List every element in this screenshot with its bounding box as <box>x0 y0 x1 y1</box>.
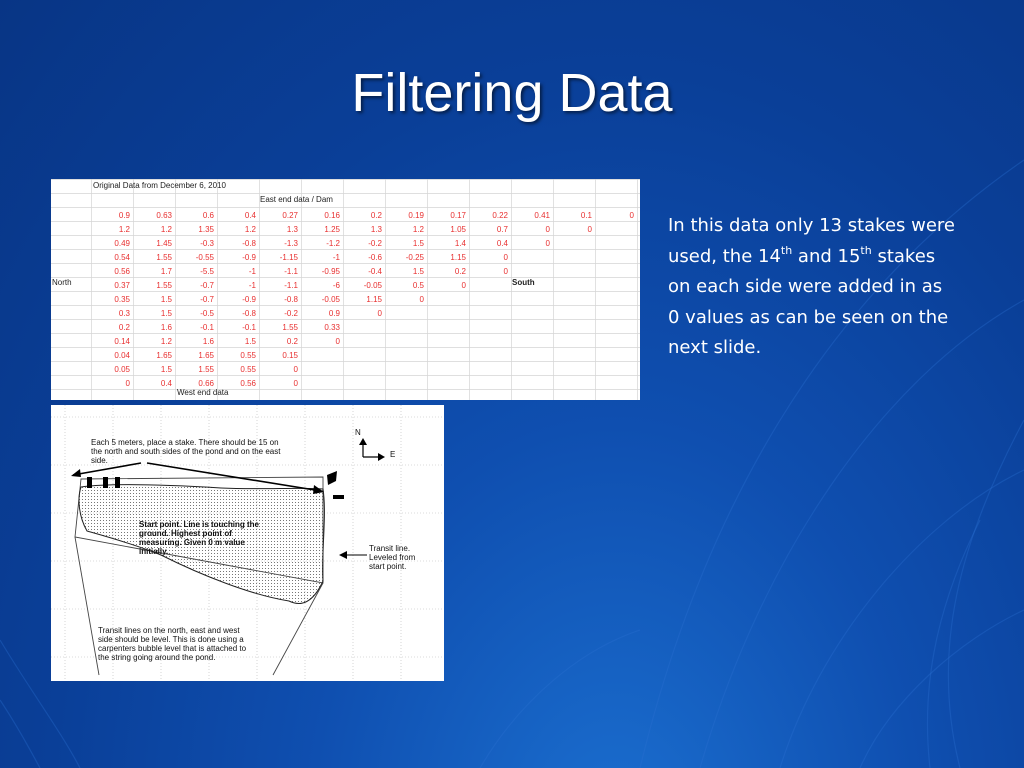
spreadsheet-title: Original Data from December 6, 2010 <box>93 181 226 190</box>
data-cell: 1.5 <box>160 295 172 304</box>
data-cell: 0.15 <box>282 351 298 360</box>
data-cell: 1.15 <box>366 295 382 304</box>
compass-icon <box>355 428 395 461</box>
data-cell: -0.6 <box>368 253 382 262</box>
north-label: North <box>52 278 72 287</box>
data-cell: 0.6 <box>202 211 214 220</box>
data-cell: 0 <box>503 253 508 262</box>
data-cell: 1.05 <box>450 225 466 234</box>
data-cell: 0 <box>587 225 592 234</box>
data-cell: 1.4 <box>454 239 466 248</box>
data-cell: 1.55 <box>198 365 214 374</box>
data-cell: 0 <box>545 225 550 234</box>
data-cell: 0.14 <box>114 337 130 346</box>
east-end-label: East end data / Dam <box>260 195 333 204</box>
superscript-th: th <box>860 243 872 257</box>
data-cell: 0.49 <box>114 239 130 248</box>
data-cell: 0.05 <box>114 365 130 374</box>
body-text-part: stakes on each side were added in as 0 values as can be seen on the next slide. <box>668 245 949 358</box>
data-cell: -1.2 <box>326 239 340 248</box>
level-note-line: Transit lines on the north, east and west <box>98 626 240 635</box>
start-note-line: initially. <box>139 547 169 556</box>
data-cell: 1.55 <box>282 323 298 332</box>
data-cell: -0.2 <box>284 309 298 318</box>
data-cell: 0 <box>461 281 466 290</box>
stake-marker <box>115 477 120 488</box>
data-cell: -0.05 <box>321 295 340 304</box>
data-cell: 0.55 <box>240 351 256 360</box>
data-cell: -0.55 <box>195 253 214 262</box>
data-cell: -0.1 <box>200 323 214 332</box>
data-cell: -0.3 <box>200 239 214 248</box>
data-cell: 0 <box>545 239 550 248</box>
data-cell: -0.7 <box>200 295 214 304</box>
data-cell: 0.5 <box>412 281 424 290</box>
data-cell: 0.27 <box>282 211 298 220</box>
data-cell: 0.54 <box>114 253 130 262</box>
spreadsheet-image <box>51 179 640 400</box>
data-cell: 0.2 <box>286 337 298 346</box>
compass-north-label: N <box>355 428 361 437</box>
data-cell: 0.2 <box>118 323 130 332</box>
data-cell: 1.15 <box>450 253 466 262</box>
data-cell: 1.2 <box>160 225 172 234</box>
data-cell: -0.4 <box>368 267 382 276</box>
pond-diagram-svg <box>51 405 444 681</box>
level-note-line: carpenters bubble level that is attached to <box>98 644 247 653</box>
transit-note-line: Leveled from <box>369 553 416 562</box>
data-cell: 1.5 <box>160 365 172 374</box>
data-cell: 0.56 <box>240 379 256 388</box>
data-cell: -1 <box>332 253 340 262</box>
data-cell: 0 <box>293 379 298 388</box>
data-cell: 1.55 <box>156 281 172 290</box>
data-cell: -0.9 <box>242 295 256 304</box>
data-cell: -0.9 <box>242 253 256 262</box>
data-cell: 1.2 <box>244 225 256 234</box>
data-cell: 0.9 <box>328 309 340 318</box>
slide-body-text <box>668 211 958 364</box>
stake-marker-east <box>327 471 337 485</box>
data-cell: 1.25 <box>324 225 340 234</box>
data-cell: -1.15 <box>279 253 298 262</box>
data-cell: -1 <box>248 281 256 290</box>
spreadsheet-grid <box>51 179 640 400</box>
data-cell: -1 <box>248 267 256 276</box>
stake-marker-east <box>333 495 344 499</box>
data-cell: 1.2 <box>160 337 172 346</box>
data-cell: 1.35 <box>198 225 214 234</box>
data-cell: 0 <box>629 211 634 220</box>
data-cell: 0 <box>293 365 298 374</box>
data-cell: 0.35 <box>114 295 130 304</box>
stakes-note-line: the north and south sides of the pond and on the east <box>91 447 281 456</box>
stake-marker <box>103 477 108 488</box>
body-text-part: and 15 <box>792 245 861 267</box>
data-cell: -0.2 <box>368 239 382 248</box>
south-label: South <box>512 278 535 287</box>
data-cell: 0.16 <box>324 211 340 220</box>
data-cell: 1.55 <box>156 253 172 262</box>
data-cell: 0.4 <box>244 211 256 220</box>
data-cell: 0.63 <box>156 211 172 220</box>
data-cell: 0.22 <box>492 211 508 220</box>
start-note-line: ground. Highest point of <box>139 529 232 538</box>
data-cell: 1.65 <box>198 351 214 360</box>
data-cell: -5.5 <box>200 267 214 276</box>
data-cell: 0.19 <box>408 211 424 220</box>
data-cell: 1.3 <box>370 225 382 234</box>
data-cell: -0.95 <box>321 267 340 276</box>
data-cell: 0 <box>377 309 382 318</box>
data-cell: 1.2 <box>118 225 130 234</box>
data-cell: 0 <box>125 379 130 388</box>
level-note-line: side should be level. This is done using a <box>98 635 244 644</box>
transit-note-line: start point. <box>369 562 407 571</box>
data-cell: -0.7 <box>200 281 214 290</box>
pond-diagram <box>51 405 444 681</box>
data-cell: 1.65 <box>156 351 172 360</box>
west-end-label: West end data <box>177 388 229 397</box>
data-cell: 0.3 <box>118 309 130 318</box>
data-cell: -0.25 <box>405 253 424 262</box>
data-cell: -6 <box>332 281 340 290</box>
data-cell: 1.45 <box>156 239 172 248</box>
start-note-line: measuring. Given 0 m value <box>139 538 245 547</box>
slide-title: Filtering Data <box>351 63 673 123</box>
stakes-note-line: side. <box>91 456 108 465</box>
transit-line <box>75 537 99 675</box>
data-cell: 1.7 <box>160 267 172 276</box>
data-cell: 0.37 <box>114 281 130 290</box>
data-cell: -0.1 <box>242 323 256 332</box>
data-cell: 0.66 <box>198 379 214 388</box>
data-cell: -1.1 <box>284 267 298 276</box>
data-cell: 0.1 <box>580 211 592 220</box>
body-text-part: In this data only 13 stakes were used, the 14 <box>668 215 955 267</box>
data-cell: 0.2 <box>370 211 382 220</box>
data-cell: 0.55 <box>240 365 256 374</box>
data-cell: -0.8 <box>242 239 256 248</box>
data-cell: 1.5 <box>412 239 424 248</box>
data-cell: 1.5 <box>160 309 172 318</box>
data-cell: 0.17 <box>450 211 466 220</box>
start-note-line: Start point. Line is touching the <box>139 520 259 529</box>
data-cell: 1.5 <box>244 337 256 346</box>
transit-note-line: Transit line. <box>369 544 411 553</box>
data-cell: -0.8 <box>284 295 298 304</box>
data-cell: 1.2 <box>412 225 424 234</box>
data-cell: 0.04 <box>114 351 130 360</box>
data-cell: -1.1 <box>284 281 298 290</box>
data-cell: -0.8 <box>242 309 256 318</box>
data-cell: 0.56 <box>114 267 130 276</box>
stakes-note-line: Each 5 meters, place a stake. There should be 15 on <box>91 438 279 447</box>
data-cell: 0.7 <box>496 225 508 234</box>
level-note-line: the string going around the pond. <box>98 653 216 662</box>
data-cell: 0.4 <box>160 379 172 388</box>
data-cell: 0.41 <box>534 211 550 220</box>
stake-marker <box>87 477 92 488</box>
data-cell: 0 <box>419 295 424 304</box>
data-cell: 1.6 <box>202 337 214 346</box>
data-cell: 0.2 <box>454 267 466 276</box>
data-cell: 0 <box>335 337 340 346</box>
superscript-th: th <box>780 243 793 257</box>
data-cell: 0.4 <box>496 239 508 248</box>
compass-east-label: E <box>390 450 396 459</box>
data-cell: -1.3 <box>284 239 298 248</box>
data-cell: -0.05 <box>363 281 382 290</box>
data-cell: 1.6 <box>160 323 172 332</box>
data-cell: 0 <box>503 267 508 276</box>
data-cell: 1.5 <box>412 267 424 276</box>
data-cell: 0.33 <box>324 323 340 332</box>
data-cell: 1.3 <box>286 225 298 234</box>
data-cell: 0.9 <box>118 211 130 220</box>
data-cell: -0.5 <box>200 309 214 318</box>
